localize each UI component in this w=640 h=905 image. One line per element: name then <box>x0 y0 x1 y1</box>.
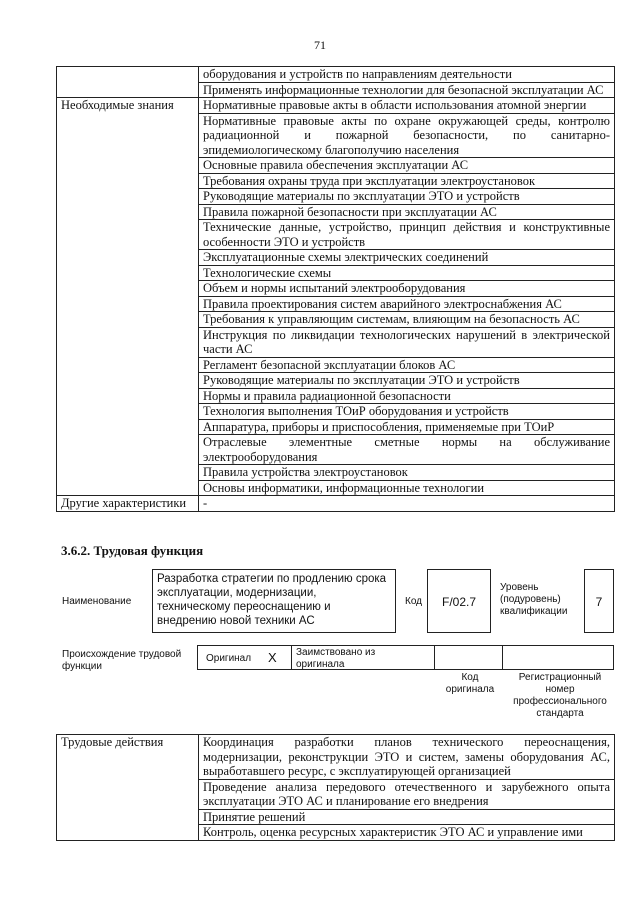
list-item: Руководящие материалы по эксплуатации ЭТО и устройств <box>199 189 615 205</box>
origin-label: Происхождение трудовой функции <box>62 649 182 672</box>
divider <box>291 645 292 670</box>
section-title: 3.6.2. Трудовая функция <box>61 543 204 558</box>
list-item: Правила проектирования систем аварийного электроснабжения АС <box>199 296 615 312</box>
reg-caption: Регистрационный номер профессионального стандарта <box>513 672 607 719</box>
list-item: - <box>199 496 615 512</box>
list-item: Требования к управляющим системам, влияющим на безопасность АС <box>199 312 615 328</box>
list-item: Основные правила обеспечения эксплуатации АС <box>199 158 615 174</box>
list-item: Инструкция по ликвидации технологических нарушений в электрической части АС <box>199 327 615 357</box>
level-label: Уровень (подуровень) квалификации <box>500 582 568 617</box>
table-row <box>57 67 615 83</box>
list-item: Руководящие материалы по эксплуатации ЭТО и устройств <box>199 373 615 389</box>
code-label: Код <box>405 596 423 607</box>
list-item: Правила устройства электроустановок <box>199 465 615 481</box>
list-item: Контроль, оценка ресурсных характеристик ЭТО АС и управление ими <box>199 825 615 841</box>
original-label: Оригинал <box>206 653 252 664</box>
name-label: Наименование <box>62 596 132 607</box>
row-label-actions: Трудовые действия <box>57 735 199 841</box>
table-row <box>57 735 615 780</box>
list-item: Проведение анализа передового отечественного и зарубежного опыта эксплуатации ЭТО АС и планирование его внедрения <box>199 779 615 809</box>
list-item: Эксплуатационные схемы электрических соединений <box>199 250 615 266</box>
list-item: Требования охраны труда при эксплуатации электроустановок <box>199 173 615 189</box>
row-label <box>57 67 199 98</box>
origin-row <box>197 645 614 670</box>
table-row <box>57 496 615 512</box>
divider <box>434 645 435 670</box>
list-item: Нормы и правила радиационной безопасности <box>199 388 615 404</box>
list-item: Объем и нормы испытаний электрооборудования <box>199 281 615 297</box>
list-item: Технологические схемы <box>199 265 615 281</box>
list-item: Нормативные правовые акты по охране окружающей среды, контролю радиационной и пожарной безопасности, по санитарно-эпидемиологическому благополучию населения <box>199 113 615 158</box>
list-item: оборудования и устройств по направлениям деятельности <box>199 67 615 83</box>
list-item: Правила пожарной безопасности при эксплуатации АС <box>199 204 615 220</box>
list-item: Аппаратура, приборы и приспособления, применяемые при ТОиР <box>199 419 615 435</box>
row-label-knowledge: Необходимые знания <box>57 98 199 496</box>
divider <box>502 645 503 670</box>
list-item: Технология выполнения ТОиР оборудования и устройств <box>199 404 615 420</box>
code-box: F/02.7 <box>427 569 491 633</box>
actions-table <box>56 734 615 841</box>
knowledge-table <box>56 66 615 512</box>
page-number: 71 <box>314 38 326 52</box>
list-item: Принятие решений <box>199 809 615 825</box>
list-item: Регламент безопасной эксплуатации блоков АС <box>199 357 615 373</box>
original-mark: X <box>268 650 277 665</box>
function-name-box: Разработка стратегии по продлению срока эксплуатации, модернизации, техническому переоснащению и внедрению новой техники АС <box>152 569 396 633</box>
list-item: Основы информатики, информационные технологии <box>199 480 615 496</box>
borrowed-label: Заимствовано из оригинала <box>296 647 376 670</box>
list-item: Отраслевые элементные сметные нормы на обслуживание электрооборудования <box>199 435 615 465</box>
list-item: Нормативные правовые акты в области использования атомной энергии <box>199 98 615 114</box>
list-item: Координация разработки планов технического переоснащения, модернизации, реконструкции ЭТО и систем, замены оборудования АС, выработавшего ресурс, с эксплуатирующей организацией <box>199 735 615 780</box>
list-item: Применять информационные технологии для безопасной эксплуатации АС <box>199 82 615 98</box>
code-caption: Код оригинала <box>445 672 495 695</box>
list-item: Технические данные, устройство, принцип действия и конструктивные особенности ЭТО и устройств <box>199 220 615 250</box>
row-label-other: Другие характеристики <box>57 496 199 512</box>
table-row <box>57 98 615 114</box>
level-box: 7 <box>584 569 614 633</box>
